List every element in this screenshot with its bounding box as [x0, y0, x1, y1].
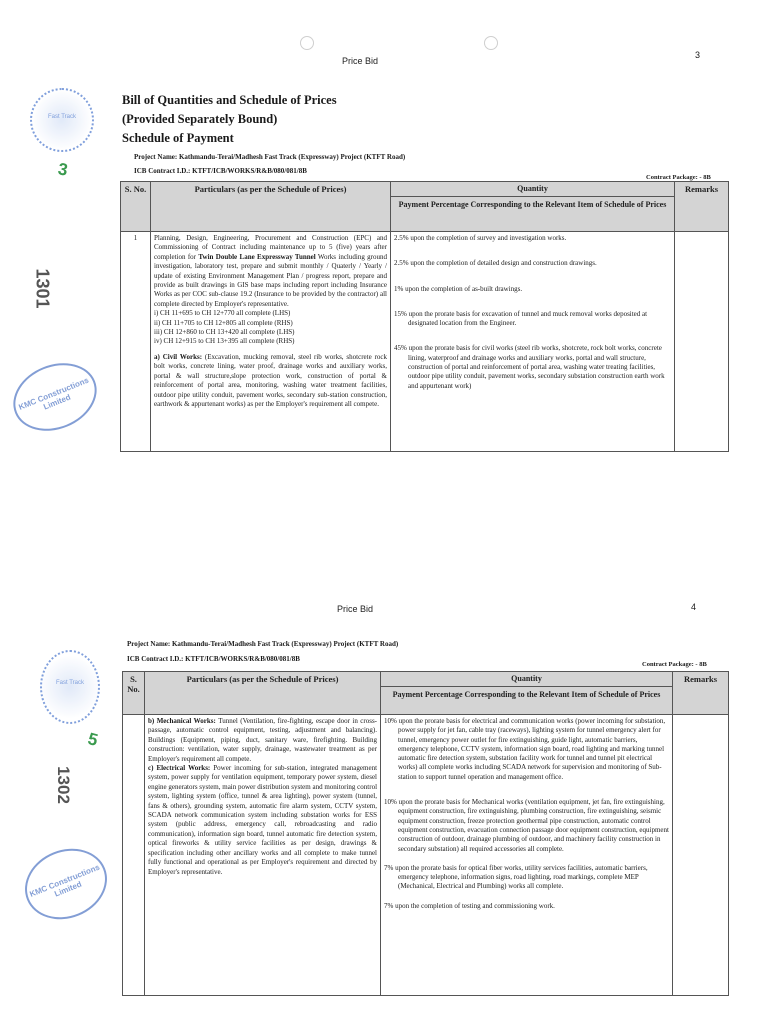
official-seal: Fast Track — [40, 650, 100, 724]
page-header: Price Bid — [337, 604, 374, 614]
payment-item: 15% upon the prorate basis for excavation of tunnel and muck removal works deposited at designated location from the Engineer. — [394, 309, 648, 328]
col-header-sno: S. No. — [123, 672, 145, 715]
particulars-cell: Planning, Design, Engineering, Procurement and Construction (EPC) and Commissioning of Contract including maintenance up to 5 (five) years after completion for Twin Double Lane Expressway Tunnel Works including ground investigation, laboratory test, prepare and submit monthly / Quaterly / Yearly / update of existing Environment Management Plan / progress report, prepare and provide as built drawings in GIS base maps including report including Insurance Works as per COC sub-clause 19.2 (Insurance to be provided by the contractor) all complete directed by Employer's representative. i) CH 11+695 to CH 12+770 all complete (LHS) ii) CH 11+705 to CH 12+805 all complete (RHS) iii) CH 12+860 to CH 13+420 all complete (LHS) iv) CH 12+915 to CH 13+395 all complete (RHS) a) Civil Works: (Excavation, mucking removal, steel rib works, shotcrete rock bolt works, concrete lining, water proof, drainage works and auxiliary works, portal & wall structure,slope protection work, construction of portal & reinforcement of portal area, monitoring, washing water treatment facilities, outdoor pipe utility conduit, pavement works, secondary sub-station construction, earthwork & appurtenant works) as per the Employer's requirement all compete. — [151, 232, 391, 452]
col-header-particulars: Particulars (as per the Schedule of Prices) — [151, 182, 391, 232]
col-header-sno: S. No. — [121, 182, 151, 232]
page-header: Price Bid — [342, 56, 379, 66]
payment-item: 2.5% upon the completion of detailed design and construction drawings. — [394, 259, 597, 268]
table-row — [123, 715, 729, 996]
contract-id: ICB Contract I.D.: KTFT/ICB/WORKS/R&B/080/081/8B — [127, 655, 300, 663]
remarks-cell — [673, 715, 729, 996]
punch-hole — [484, 36, 498, 50]
handwritten-mark: 5 — [85, 729, 100, 750]
handwritten-page-number: 1301 — [32, 268, 53, 309]
schedule-table-2 — [122, 671, 729, 996]
payment-item: 7% upon the completion of testing and commissioning work. — [384, 901, 555, 910]
col-header-remarks: Remarks — [675, 182, 729, 232]
page-number: 4 — [691, 602, 697, 612]
company-stamp: KMC Constructions Limited — [3, 351, 107, 443]
payment-item: 45% upon the prorate basis for civil works (steel rib works, shotcrete, rock bolt works, concrete lining, waterproof and drainage works and auxiliary works, portal and wall structure, construction of portal and reinforcement of portal area, washing water treating facilities, outdoor pipe utility conduit, pavement works, secondary substation construction earth work and appurtenant work) — [394, 344, 665, 390]
payment-item: 10% upon the prorate basis for electrical and communication works (power incoming for substation, power supply for jet fan, cable tray (raceways), lighting system for tunnel emergency alert for tunnel, emergency power outlet for fire extinguishing, guide light, automatic barriers, emergency telephone, CCTV system, information sign board, road lighting and marking tunnel automatic fire detection system, substation facility work for tunnel and tunnel pit electrical works) all complete works including SCADA network for supervision and monitoring of Sub-station to support tunnel operation and management office. — [384, 717, 666, 781]
page-number: 3 — [695, 50, 701, 60]
payment-cell — [391, 232, 675, 452]
contract-package: Contract Package: - 8B — [646, 174, 711, 181]
schedule-table-1 — [120, 181, 729, 452]
row-sno — [123, 715, 145, 996]
remarks-cell — [675, 232, 729, 452]
handwritten-mark: 3 — [56, 159, 70, 180]
document-title: Bill of Quantities and Schedule of Prices (Provided Separately Bound) Schedule of Payment — [122, 93, 337, 145]
col-header-remarks: Remarks — [673, 672, 729, 715]
col-header-particulars: Particulars (as per the Schedule of Prices) — [145, 672, 381, 715]
handwritten-page-number: 1302 — [53, 766, 73, 804]
contract-id: ICB Contract I.D.: KTFT/ICB/WORKS/R&B/080/081/8B — [134, 167, 307, 175]
row-sno: 1 — [121, 232, 151, 452]
project-name: Project Name: Kathmandu-Terai/Madhesh Fast Track (Expressway) Project (KTFT Road) — [134, 153, 406, 161]
project-name: Project Name: Kathmandu-Terai/Madhesh Fast Track (Expressway) Project (KTFT Road) — [127, 640, 399, 648]
particulars-cell: b) Mechanical Works: Tunnel (Ventilation, fire-fighting, escape door in cross-passage, automatic control equipment, testing, adjustment and balancing). Buildings (Equipment, piping, duct, sanitary ware, firefighting. Building construction: ventilation, water supply, drainage, wastewater treatment as per Employer's requirement all compete. c) Electrical Works: Power incoming for sub-station, integrated management system, power supply for ventilation equipment, temporary power system, diesel engine generators system, main power distribution system and monitoring control system, lighting system (office, tunnel & area lighting), power system (tunnel, fans & others), grounding system, automatic fire alarm system, CCTV system, SCADA network communication system including substation works for ESS system (public address, emergency call, rebroadcasting and radio communication), information sign board, tunnel automatic fire detection system, optical fireworks & utility service facilities as per design, drawings & specification including other ancillary works and all complete to make tunnel fully functional and operational as per Employer's requirement and directed by Employer's representative. — [145, 715, 381, 996]
col-header-quantity: Quantity Payment Percentage Corresponding to the Relevant Item of Schedule of Prices — [381, 672, 673, 715]
col-header-quantity: Quantity Payment Percentage Corresponding to the Relevant Item of Schedule of Prices — [391, 182, 675, 232]
contract-package: Contract Package: - 8B — [642, 661, 707, 668]
table-row — [121, 232, 729, 452]
payment-item: 2.5% upon the completion of survey and investigation works. — [394, 234, 567, 242]
payment-cell — [381, 715, 673, 996]
punch-hole — [300, 36, 314, 50]
payment-item: 1% upon the completion of as-built drawings. — [394, 284, 523, 293]
payment-item: 10% upon the prorate basis for Mechanical works (ventilation equipment, jet fan, fire extinguishing, equipment construction, fire extinguishing, plumbing construction, fire extinguishing, seismic equipment construction, freeze protection geothermal pipe construction, automatic control equipment construction, evacuation connection passage door equipment construction, equipment construction of outdoor, drainage plumbing of outdoor, and machinery facility construction in secondary substation) all required accessories all complete. — [384, 798, 669, 853]
payment-item: 7% upon the prorate basis for optical fiber works, utility services facilities, automatic barriers, emergency telephone, information signs, road lighting, road markings, complete MEP (Mechanical, Electrical and Plumbing) works all complete. — [384, 863, 648, 891]
company-stamp: KMC Constructions Limited — [14, 837, 117, 932]
official-seal: Fast Track — [30, 88, 94, 152]
